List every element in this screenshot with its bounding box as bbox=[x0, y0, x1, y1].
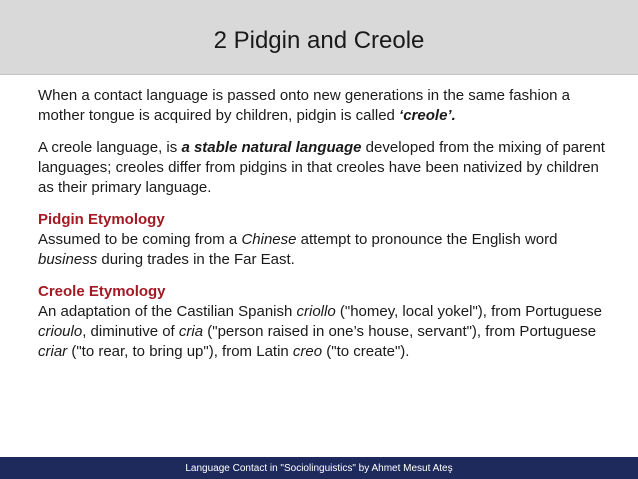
creole-part3: , diminutive of bbox=[82, 323, 179, 340]
paragraph2-part1: A creole language, is bbox=[38, 139, 182, 156]
slide-content bbox=[38, 86, 608, 374]
paragraph1-text: When a contact language is passed onto new generations in the same fashion a mother tongue is acquired by children, pidgin is called bbox=[38, 87, 571, 124]
creole-language-paragraph bbox=[38, 138, 608, 198]
creole-definition-paragraph bbox=[38, 86, 608, 126]
paragraph2-part2: developed from the mixing of parent languages; creoles differ from pidgins in that creoles have been nativized by children as their primary language. bbox=[38, 139, 605, 196]
creo-word: creo bbox=[292, 343, 323, 360]
crioulo-word: crioulo bbox=[38, 323, 83, 340]
business-word: business bbox=[38, 251, 98, 268]
pidgin-etymology-heading: Pidgin Etymology bbox=[38, 211, 165, 228]
footer-bar bbox=[0, 457, 638, 479]
stable-language-phrase: a stable natural language bbox=[181, 139, 362, 156]
creole-etymology-text bbox=[38, 302, 608, 362]
cria-word: cria bbox=[178, 323, 204, 340]
slide-title: 2 Pidgin and Creole bbox=[213, 27, 425, 54]
creole-part4: ("person raised in one’s house, servant"), from Portuguese bbox=[203, 323, 597, 340]
creole-part1: An adaptation of the Castilian Spanish bbox=[38, 303, 297, 320]
creole-etymology-heading: Creole Etymology bbox=[38, 283, 166, 300]
criar-word: criar bbox=[38, 343, 68, 360]
pidgin-part3: during trades in the Far East. bbox=[97, 251, 295, 268]
pidgin-etymology-text bbox=[38, 230, 608, 270]
creole-part2: ("homey, local yokel"), from Portuguese bbox=[335, 303, 603, 320]
chinese-word: Chinese bbox=[241, 231, 297, 248]
creole-part5: ("to rear, to bring up"), from Latin bbox=[67, 343, 293, 360]
creole-part6: ("to create"). bbox=[322, 343, 410, 360]
creole-term: ‘creole’. bbox=[399, 107, 456, 124]
criollo-word: criollo bbox=[296, 303, 336, 320]
footer-credit: Language Contact in "Sociolinguistics" by Ahmet Mesut Ateş bbox=[185, 462, 453, 474]
pidgin-part2: attempt to pronounce the English word bbox=[296, 231, 558, 248]
pidgin-part1: Assumed to be coming from a bbox=[38, 231, 242, 248]
